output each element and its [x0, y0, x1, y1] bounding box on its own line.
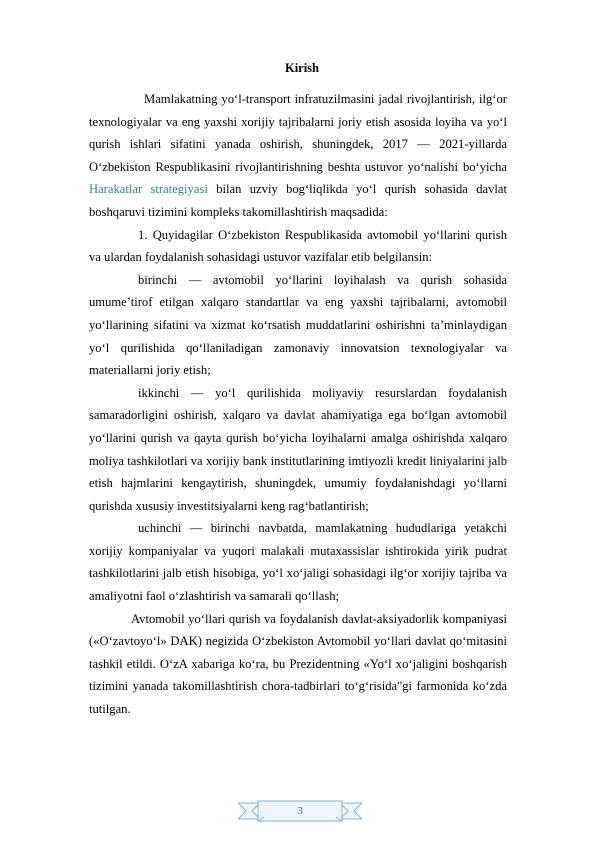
page-number: 3 [297, 805, 303, 817]
section-title: Kirish [284, 61, 320, 75]
strategy-link[interactable]: Harakatlar strategiyasi [89, 182, 208, 197]
intro-text-start: Mamlakatning yo‘l-transport infratuzilmasini jadal rivojlantirish, ilg‘or texnologiyalar va eng yaxshi xorijiy tajribalarni joriy etish asosida loyiha va yo‘l qurish ishlari sifatini yanada oshirish, shuningdek, 2017 — 2021-yillarda O‘zbekiston Respublikasini rivojlantirishning beshta ustuvor yo‘nalishi bo‘yicha [89, 92, 507, 174]
paragraph-intro [89, 88, 507, 224]
document-body [89, 88, 507, 721]
intro-text-end: bilan uzviy bog‘liqlikda yo‘l qurish sohasida davlat boshqaruvi tizimini kompleks takomillashtirish maqsadida: [89, 182, 507, 219]
page-number-footer [238, 800, 362, 822]
paragraph-decree-item-1: 1. Quyidagilar O‘zbekiston Respublikasida avtomobil yo‘llarini qurish va ulardan foydalanish sohasidagi ustuvor vazifalar etib belgilansin: [89, 227, 507, 265]
paragraph-third-task: uchinchi — birinchi navbatda, mamlakatning hududlariga yetakchi xorijiy kompaniyalar va yuqori malakali mutaxassislar ishtirokida yirik pudrat tashkilotlarini jalb etish hisobiga, yo‘l xo‘jaligi sohasidagi ilg‘or xorijiy tajriba va amaliyotni faol o‘zlashtirish va samarali qo‘llash; [89, 521, 507, 604]
paragraph-first-task: birinchi — avtomobil yo‘llarini loyihalash va qurish sohasida umume’tirof etilgan xalqaro standartlar va eng yaxshi tajribalarni, avtomobil yo‘llarining sifatini va xizmat ko‘rsatish muddatlarini oshirishni ta’minlaydigan yo‘l qurilishida qo‘llaniladigan zamonaviy innovatsion texnologiyalar va materiallarni joriy etish; [89, 272, 507, 378]
paragraph-second-task: ikkinchi — yo‘l qurilishida moliyaviy resurslardan foydalanish samaradorligini oshirish, xalqaro va davlat ahamiyatiga ega bo‘lgan avtomobil yo‘llarini qurish va qayta qurish bo‘yicha loyihalarni amalga oshirishda xalqaro moliya tashkilotlari va xorijiy bank institutlarining imtiyozli kredit liniyalarini jalb etish hajmlarini kengaytirish, shuningdek, umumiy foydalanishdagi yo‘llarni qurishda xususiy investitsiyalarni keng rag‘batlantirish; [89, 385, 507, 513]
paragraph-committee: Avtomobil yo‘llari qurish va foydalanish davlat-aksiyadorlik kompaniyasi («O‘zavtoyo‘l» DAK) negizida O‘zbekiston Avtomobil yo‘llari davlat qo‘mitasini tashkil etildi. O‘zA xabariga ko‘ra, bu Prezidentning «Yo‘l xo‘jaligini boshqarish tizimini yanada takomillashtirish chora-tadbirlari to‘g‘risida"gi farmonida ko‘zda tutilgan. [89, 611, 507, 717]
